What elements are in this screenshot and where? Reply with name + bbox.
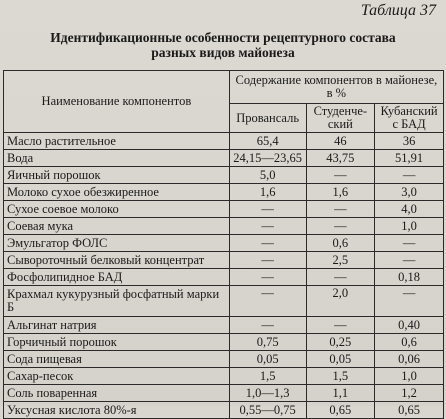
table-row xyxy=(4,368,444,385)
component-value: — xyxy=(306,201,375,218)
component-value: — xyxy=(229,235,306,252)
component-value: — xyxy=(375,286,444,317)
component-value: — xyxy=(229,317,306,334)
component-value: 4,0 xyxy=(375,201,444,218)
table-row xyxy=(4,167,444,184)
component-value: 2,0 xyxy=(306,286,375,317)
component-value: 0,40 xyxy=(375,317,444,334)
component-value: 1,1 xyxy=(306,385,375,402)
component-name: Яичный порошок xyxy=(4,167,230,184)
table-row xyxy=(4,133,444,150)
component-value: 0,55—0,75 xyxy=(229,402,306,419)
component-name: Сахар-песок xyxy=(4,368,230,385)
table-row xyxy=(4,252,444,269)
component-value: — xyxy=(229,252,306,269)
component-value: 0,65 xyxy=(306,402,375,419)
component-value: 0,25 xyxy=(306,334,375,351)
component-value: 24,15—23,65 xyxy=(229,150,306,167)
component-value: 1,2 xyxy=(375,385,444,402)
component-value: 0,18 xyxy=(375,269,444,286)
component-value: 0,75 xyxy=(229,334,306,351)
component-value: — xyxy=(306,317,375,334)
component-value: 1,0 xyxy=(375,368,444,385)
composition-table xyxy=(3,70,444,419)
header-component-name: Наименование компонентов xyxy=(4,71,230,133)
header-kubanskiy: Кубанский с БАД xyxy=(375,104,444,133)
header-provansal: Провансаль xyxy=(229,104,306,133)
table-row xyxy=(4,385,444,402)
component-name: Масло растительное xyxy=(4,133,230,150)
component-name: Вода xyxy=(4,150,230,167)
component-value: 0,05 xyxy=(306,351,375,368)
component-name: Эмульгатор ФОЛС xyxy=(4,235,230,252)
table-number: Таблица 37 xyxy=(360,2,436,19)
table-row xyxy=(4,218,444,235)
title-line-1: Идентификационные особенности рецептурного состава xyxy=(50,30,396,45)
component-value: 1,6 xyxy=(306,184,375,201)
component-value: 0,65 xyxy=(375,402,444,419)
component-value: 2,5 xyxy=(306,252,375,269)
component-value: 36 xyxy=(375,133,444,150)
table-row xyxy=(4,402,444,419)
table-row xyxy=(4,201,444,218)
table-row xyxy=(4,235,444,252)
header-studencheskiy: Студенче-ский xyxy=(306,104,375,133)
component-value: 1,0 xyxy=(375,218,444,235)
component-value: — xyxy=(229,218,306,235)
component-value: 1,0—1,3 xyxy=(229,385,306,402)
component-value: — xyxy=(375,235,444,252)
component-value: — xyxy=(229,269,306,286)
component-name: Соль поваренная xyxy=(4,385,230,402)
table-row xyxy=(4,334,444,351)
table-row xyxy=(4,150,444,167)
component-value: 1,6 xyxy=(229,184,306,201)
component-value: 3,0 xyxy=(375,184,444,201)
component-value: — xyxy=(229,201,306,218)
component-value: 5,0 xyxy=(229,167,306,184)
table-title xyxy=(0,30,446,60)
component-name: Сывороточный белковый концентрат xyxy=(4,252,230,269)
component-value: 46 xyxy=(306,133,375,150)
component-name: Сухое соевое молоко xyxy=(4,201,230,218)
header-content-group: Содержание компонентов в майонезе, в % xyxy=(229,71,443,104)
component-value: 51,91 xyxy=(375,150,444,167)
table-row xyxy=(4,286,444,317)
component-name: Уксусная кислота 80%-я xyxy=(4,402,230,419)
component-value: — xyxy=(375,167,444,184)
component-value: — xyxy=(229,286,306,317)
table-row xyxy=(4,351,444,368)
title-line-2: разных видов майонеза xyxy=(151,45,295,60)
table-row xyxy=(4,269,444,286)
component-value: 0,6 xyxy=(306,235,375,252)
component-value: 0,6 xyxy=(375,334,444,351)
component-name: Альгинат натрия xyxy=(4,317,230,334)
component-name: Сода пищевая xyxy=(4,351,230,368)
component-value: 65,4 xyxy=(229,133,306,150)
table-row xyxy=(4,184,444,201)
component-value: 0,05 xyxy=(229,351,306,368)
component-name: Горчичный порошок xyxy=(4,334,230,351)
component-value: — xyxy=(306,269,375,286)
component-value: — xyxy=(306,218,375,235)
component-name: Крахмал кукурузный фосфатный марки Б xyxy=(4,286,230,317)
component-value: 43,75 xyxy=(306,150,375,167)
table-row xyxy=(4,317,444,334)
component-value: 0,06 xyxy=(375,351,444,368)
component-value: — xyxy=(306,167,375,184)
component-name: Соевая мука xyxy=(4,218,230,235)
component-name: Молоко сухое обезжиренное xyxy=(4,184,230,201)
component-value: 1,5 xyxy=(306,368,375,385)
component-value: — xyxy=(375,252,444,269)
component-value: 1,5 xyxy=(229,368,306,385)
component-name: Фосфолипидное БАД xyxy=(4,269,230,286)
